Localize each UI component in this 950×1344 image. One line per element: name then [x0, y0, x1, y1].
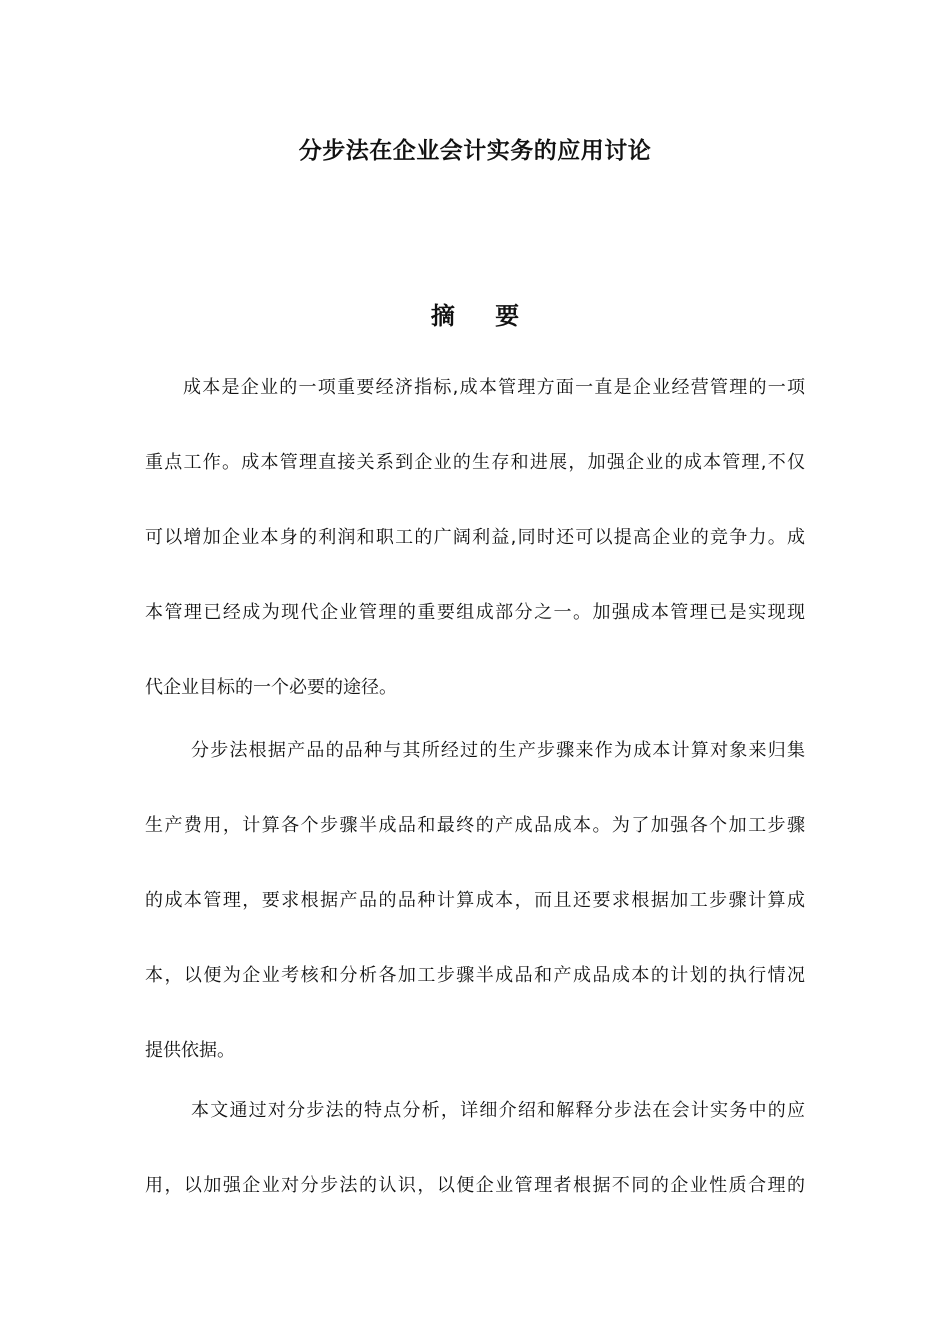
paragraph-line: 成本是企业的一项重要经济指标,成本管理方面一直是企业经营管理的一项 [183, 377, 805, 398]
paragraph-line: 重点工作。成本管理直接关系到企业的生存和进展，加强企业的成本管理,不仅 [145, 452, 805, 473]
paragraph-line: 可以增加企业本身的利润和职工的广阔利益,同时还可以提高企业的竞争力。成 [145, 527, 805, 548]
paragraph-line: 生产费用，计算各个步骤半成品和最终的产成品成本。为了加强各个加工步骤 [145, 815, 805, 836]
paragraph-line: 本，以便为企业考核和分析各加工步骤半成品和产成品成本的计划的执行情况 [145, 965, 805, 986]
paragraph-line: 本文通过对分步法的特点分析，详细介绍和解释分步法在会计实务中的应 [191, 1100, 805, 1121]
paragraph-line: 提供依据。 [145, 1040, 235, 1061]
abstract-heading: 摘 要 [430, 302, 536, 330]
paragraph-line: 分步法根据产品的品种与其所经过的生产步骤来作为成本计算对象来归集 [191, 740, 805, 761]
paragraph-line: 的成本管理，要求根据产品的品种计算成本，而且还要求根据加工步骤计算成 [145, 890, 805, 911]
paragraph-line: 代企业目标的一个必要的途径。 [145, 677, 397, 698]
paragraph-line: 用，以加强企业对分步法的认识，以便企业管理者根据不同的企业性质合理的 [145, 1175, 805, 1196]
abstract-paragraph-1 [145, 350, 805, 725]
abstract-paragraph-3 [145, 1073, 805, 1223]
document-title: 分步法在企业会计实务的应用讨论 [298, 138, 652, 164]
paragraph-line: 本管理已经成为现代企业管理的重要组成部分之一。加强成本管理已是实现现 [145, 602, 805, 623]
abstract-paragraph-2 [145, 713, 805, 1088]
